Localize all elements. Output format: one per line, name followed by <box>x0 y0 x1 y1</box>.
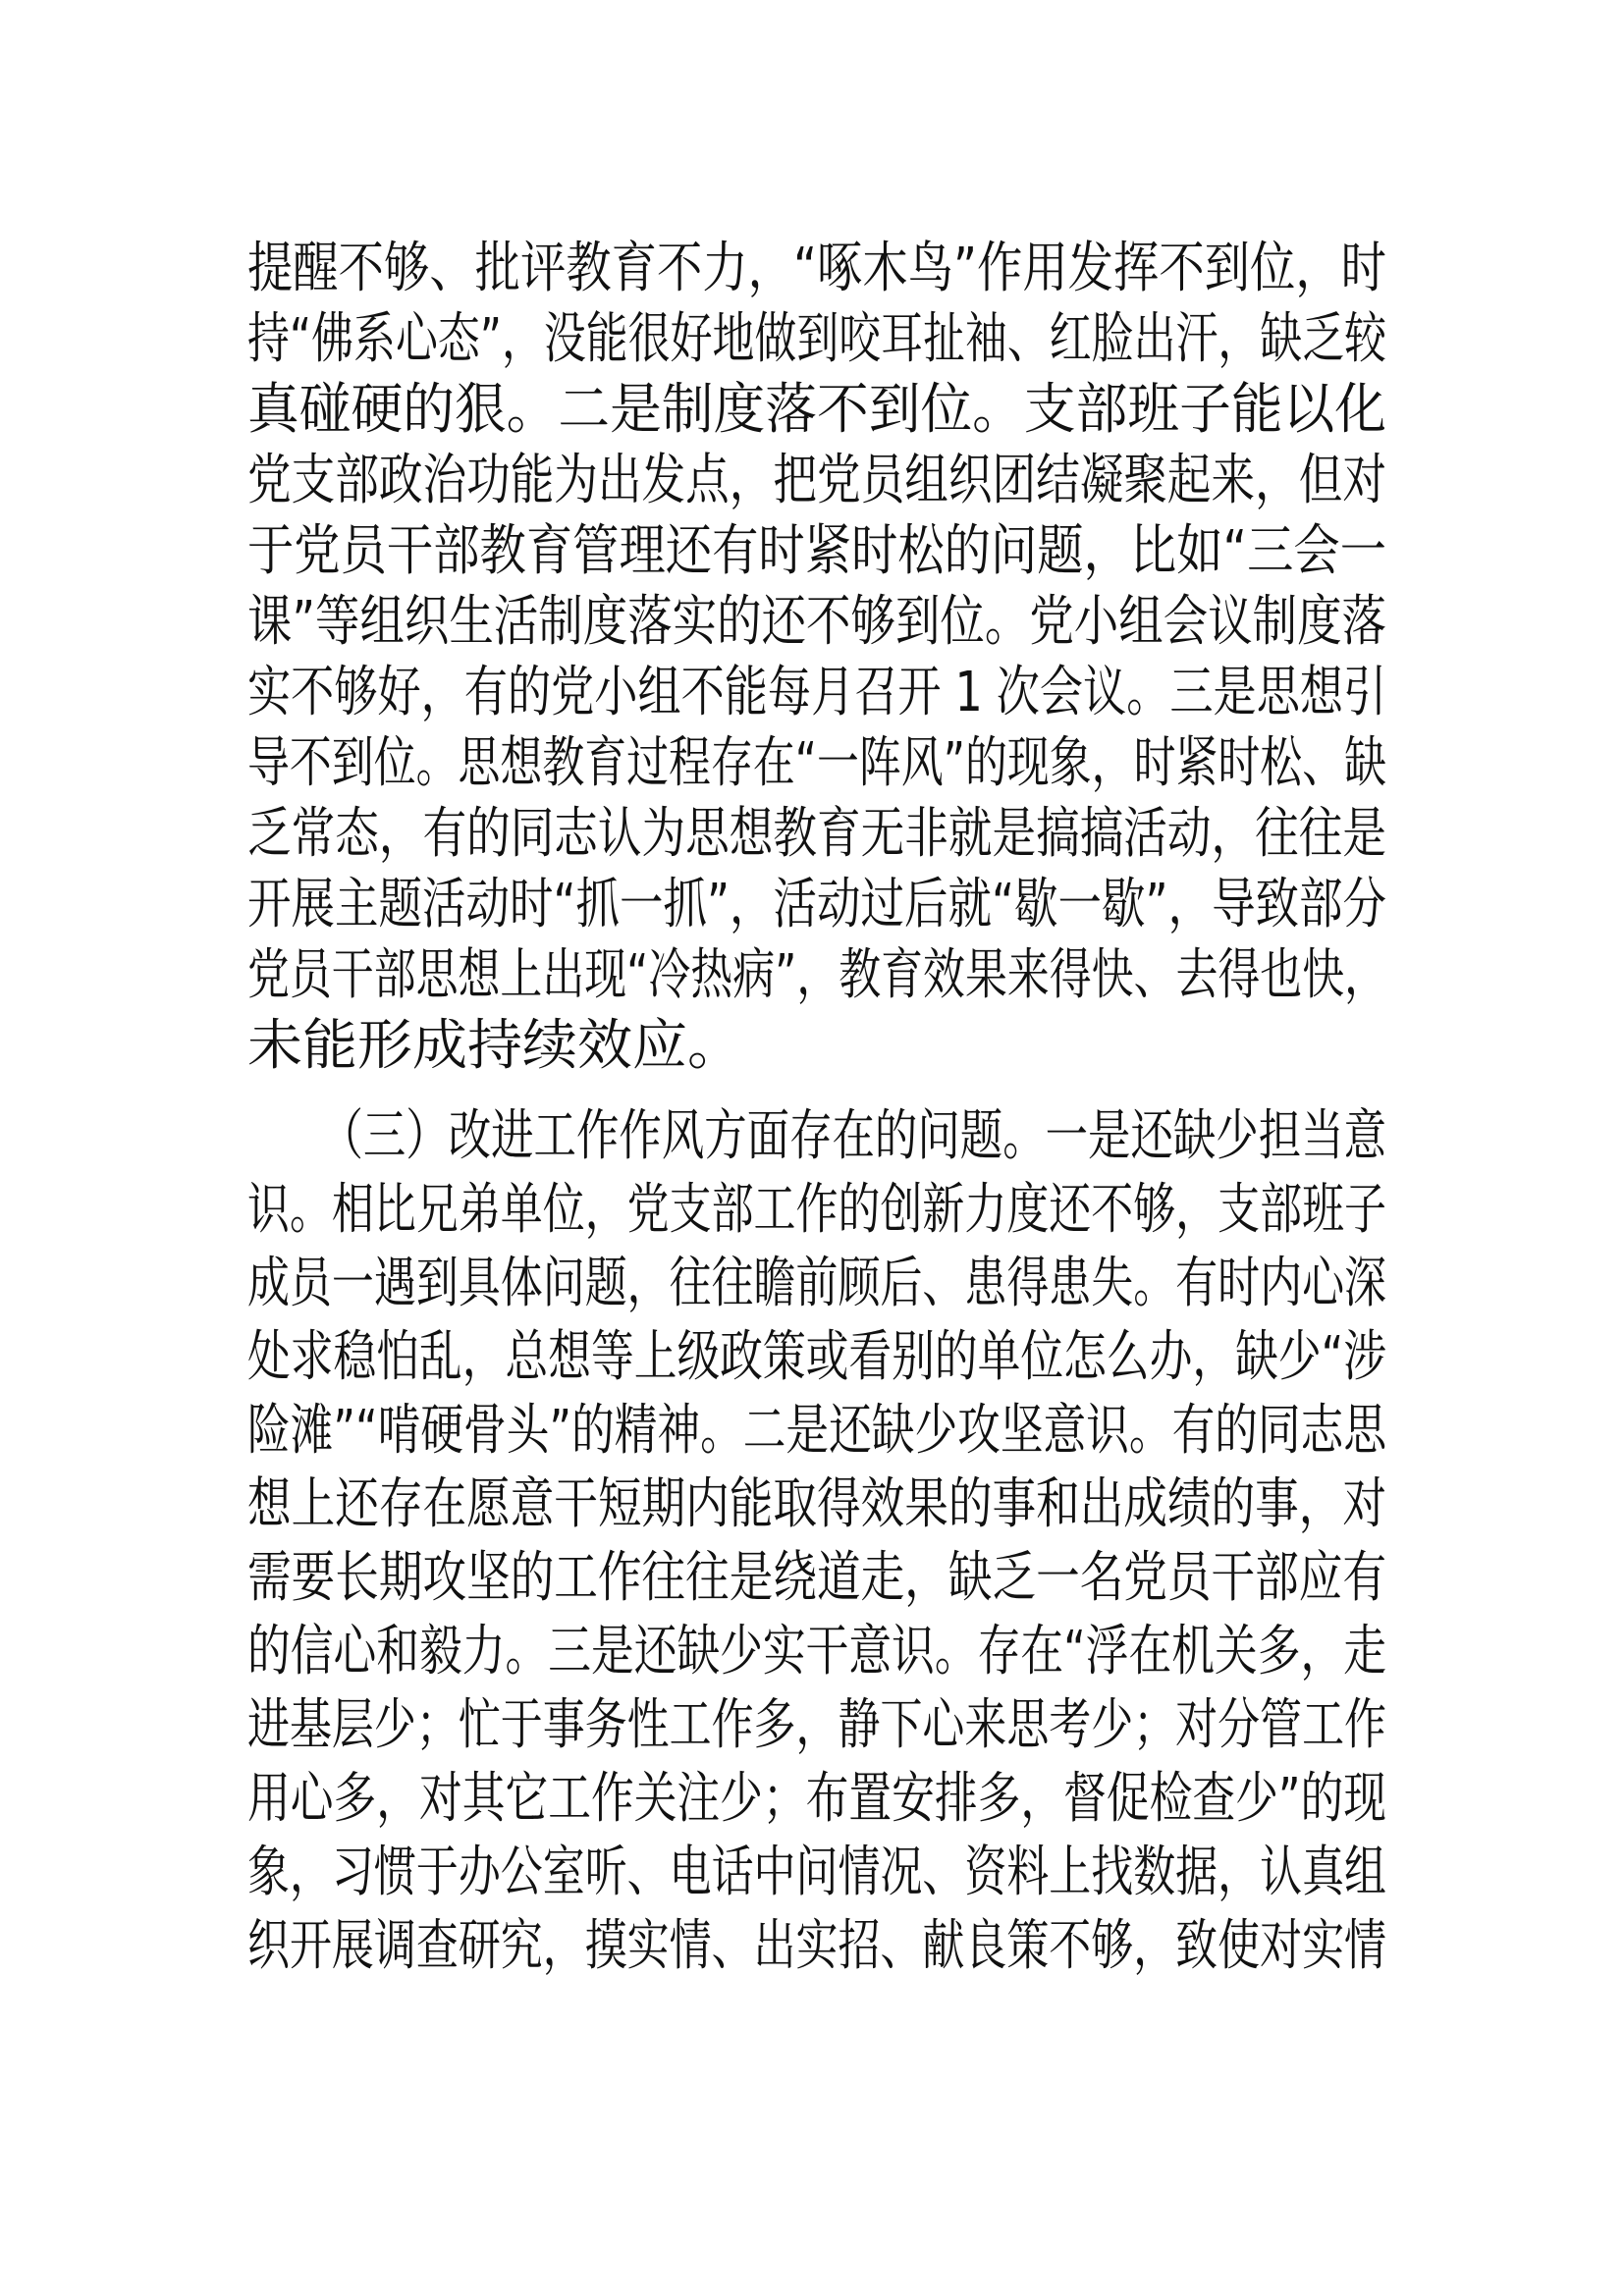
text-line: 于党员干部教育管理还有时紧时松的问题，比如“三会一 <box>247 519 1387 583</box>
text-line: 进基层少；忙于事务性工作多，静下心来思考少；对分管工作 <box>247 1693 1386 1757</box>
text-line: 处求稳怕乱，总想等上级政策或看别的单位怎么办，缺少“涉 <box>247 1325 1387 1389</box>
text-line: 未能形成持续效应。 <box>247 1014 742 1078</box>
text-line: 真碰硬的狠。二是制度落不到位。支部班子能以化 <box>247 378 1386 442</box>
text-line: 实不够好，有的党小组不能每月召开 1 次会议。三是思想引 <box>247 661 1387 724</box>
text-line: 织开展调查研究，摸实情、出实招、献良策不够，致使对实情 <box>247 1914 1386 1978</box>
text-line: 课”等组织生活制度落实的还不够到位。党小组会议制度落 <box>247 590 1387 654</box>
text-line: 导不到位。思想教育过程存在“一阵风”的现象，时紧时松、缺 <box>247 731 1387 795</box>
text-line: 险滩”“啃硬骨头”的精神。二是还缺少攻坚意识。有的同志思 <box>247 1399 1387 1463</box>
text-line: 成员一遇到具体问题，往往瞻前顾后、患得患失。有时内心深 <box>247 1252 1386 1315</box>
text-line: 的信心和毅力。三是还缺少实干意识。存在“浮在机关多，走 <box>247 1620 1387 1683</box>
text-line: 党员干部思想上出现“冷热病”，教育效果来得快、去得也快， <box>247 943 1387 1007</box>
text-line: 想上还存在愿意干短期内能取得效果的事和出成绩的事，对 <box>247 1472 1386 1536</box>
section-heading-line: （三）改进工作作风方面存在的问题。一是还缺少担当意 <box>320 1104 1387 1168</box>
text-line: 需要长期攻坚的工作往往是绕道走，缺乏一名党员干部应有 <box>247 1546 1386 1610</box>
document-page <box>247 234 1386 1983</box>
paragraph-work-style-issues <box>247 1099 1386 1983</box>
text-line: 象，习惯于办公室听、电话中问情况、资料上找数据，认真组 <box>247 1841 1386 1904</box>
text-line: 乏常态，有的同志认为思想教育无非就是搞搞活动，往往是 <box>247 802 1386 866</box>
paragraph-party-branch-issues <box>247 234 1386 1082</box>
text-line: 提醒不够、批评教育不力，“啄木鸟”作用发挥不到位，时 <box>247 237 1387 300</box>
text-line: 用心多，对其它工作关注少；布置安排多，督促检查少”的现 <box>247 1767 1387 1831</box>
text-line: 开展主题活动时“抓一抓”，活动过后就“歇一歇”，导致部分 <box>247 873 1387 936</box>
text-line: 党支部政治功能为出发点，把党员组织团结凝聚起来，但对 <box>247 449 1386 512</box>
text-line: 识。相比兄弟单位，党支部工作的创新力度还不够，支部班子 <box>247 1178 1386 1242</box>
text-line: 持“佛系心态”，没能很好地做到咬耳扯袖、红脸出汗，缺乏较 <box>247 307 1387 371</box>
